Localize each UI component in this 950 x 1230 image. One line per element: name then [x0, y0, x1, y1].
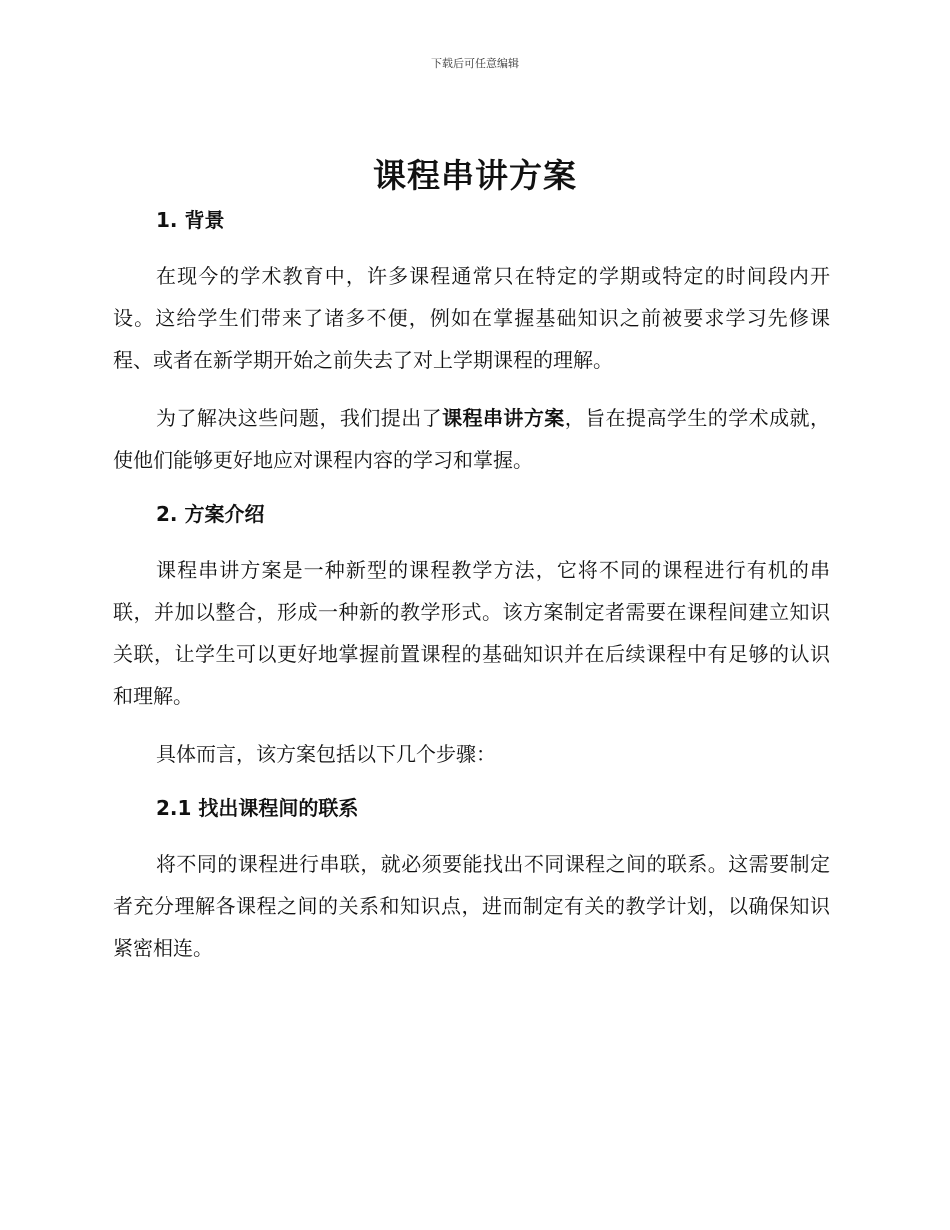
- section-heading-background: 1. 背景: [156, 208, 225, 232]
- paragraph-introduction-1: 课程串讲方案是一种新型的课程教学方法，它将不同的课程进行有机的串联，并加以整合，形成一种新的教学形式。该方案制定者需要在课程间建立知识关联，让学生可以更好地掌握前置课程的基础知识并在后续课程中有足够的认识和理解。: [113, 558, 830, 708]
- document-body: [113, 203, 830, 985]
- header-note: 下载后可任意编辑: [431, 57, 519, 70]
- bold-term: 课程串讲方案: [442, 406, 565, 430]
- paragraph-text: 为了解决这些问题，我们提出了: [156, 406, 443, 430]
- paragraph-background-2: [113, 397, 830, 481]
- section-heading-find-links: 2.1 找出课程间的联系: [156, 796, 359, 820]
- paragraph-background-1: 在现今的学术教育中，许多课程通常只在特定的学期或特定的时间段内开设。这给学生们带来了诸多不便，例如在掌握基础知识之前被要求学习先修课程、或者在新学期开始之前失去了对上学期课程的理解。: [113, 264, 830, 372]
- section-heading-introduction: 2. 方案介绍: [156, 502, 265, 526]
- document-title: 课程串讲方案: [373, 156, 577, 195]
- paragraph-find-links-1: 将不同的课程进行串联，就必须要能找出不同课程之间的联系。这需要制定者充分理解各课程之间的关系和知识点，进而制定有关的教学计划，以确保知识紧密相连。: [113, 852, 830, 960]
- paragraph-text: ，旨在提高学生的学术成就，使他们能够更好地应对课程内容的学习和掌握。: [113, 406, 830, 472]
- paragraph-introduction-2: 具体而言，该方案包括以下几个步骤：: [156, 742, 496, 766]
